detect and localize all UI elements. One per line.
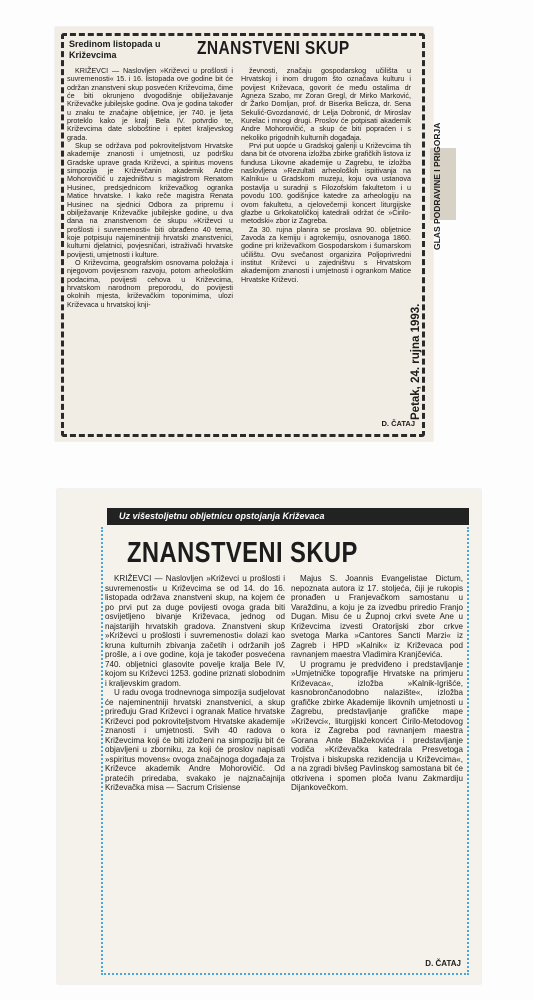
paragraph: KRIŽEVCI — Naslovljen »Križevci u prošlosti i suvremenosti« 15. i 16. listopada ove godine bit će održan znanstveni skup posvećen Križevcima, čime će biti okrunjeno dvogodišnje obilježavanje Križevačke jubilejske godine. Ova je godina također u znaku te značajne obljetnice, jer 740. je ljeta proteklo kako je kralj Bela IV. potvrdio te, Križevcima date sloboštine i epitet kraljevskog grada. (67, 66, 233, 142)
paragraph: KRIŽEVCI — Naslovljen »Križevci u prošlosti i suvremenosti« u Križevcima se od 14. do 16. listopada održava znanstveni skup, na kojem će po prvi put za duge povijesti ovoga grada biti osvijetljeno bivanje Križevaca, jednog od najstarijih hrvatskih gradova. Znanstveni skup »Križevci u prošlosti i suvremenosti« dolazi kao kruna kulturnih zbivanja začetih i održanih još prošle, a i ove godine, koja je također posvećena 740. obljetnici glasovite povelje kralja Bele IV, kojom su Križevci 1253. godine priznati slobodnim i kraljevskim gradom. (105, 574, 285, 688)
paragraph: U radu ovoga trodnevnoga simpozija sudjelovat će najeminentniji hrvatski znanstvenici, a skup priređuju Grad Križevci i ogranak Matice hrvatske Križevci pod pokroviteljstvom Hrvatske akademije znanosti i umjetnosti. Svih 40 radova o Križevcima koji će biti izloženi na simpoziju bit će objavljeni u zborniku, za koji će proslov napisati »spiritus movens« ovoga značajnoga događaja za Križevce akademik Andre Mohorovičić. Od pratećih priredaba, svakako je najznačajnija Križevačka misa — Sacrum Crisiense (105, 688, 285, 792)
article-column-right (241, 67, 411, 284)
paragraph: Za 30. rujna planira se proslava 90. obljetnice Zavoda za kemiju i agrokemiju, osnovanoga 1860. godine pri križevačkom Gospodarskom i šumarskom učilištu. Ovu svečanost organizira Poljoprivredni institut Križevci u zajedništvu s Hrvatskom akademijom znanosti i umjetnosti i ogrankom Matice Hrvatske Križevci. (241, 224, 411, 284)
publication-date: Petak, 24. rujna 1993. (410, 303, 422, 420)
clipping-subtitle: Sredinom listopada u Križevcima (69, 39, 161, 60)
article-column-left (67, 67, 233, 309)
paragraph: ževnosti, značaju gospodarskog učilišta u Hrvatskoj i inom drugom što označava kulturu i povijest Križevaca, govorit će među ostalima dr Agneza Szabo, mr Zoran Gregl, dr Mirko Marković, dr Žarko Domljan, prof. dr Biserka Belicza, dr. Sena Sekulić-Gvozdanović, dr Lelja Dobronić, dr Miroslav Kurelac i mnogi drugi. Proslov će potpisati akademik Andre Mohorovičić, a skup će biti popraćen i s nekoliko prigodnih kulturnih događaja. (241, 66, 411, 142)
publication-name: GLAS PODRAVINE I PRIGORJA (432, 122, 442, 250)
newspaper-clipping-1 (55, 27, 433, 441)
author-signature: D. ČATAJ (381, 419, 415, 428)
newspaper-clipping-2 (57, 489, 481, 984)
author-signature: D. ČATAJ (425, 959, 461, 968)
clipping-banner: Uz višestoljetnu obljetnicu opstojanja Križevaca (107, 508, 469, 525)
clipping-headline: ZNANSTVENI SKUP (197, 38, 350, 58)
paragraph: Skup se održava pod pokroviteljstvom Hrvatske akademije znanosti i umjetnosti, uz podršku Gradske uprave grada Križevci, a spiritus movens simpozija je Križevčanin akademik Andre Mohorovičić u zajedništvu s magistrom Renatom Husinec, predsjednicom križevačkog ogranka Matice hrvatske. I kako reče magistra Renata Husinec na sjednici Odbora za pripremu i obilježavanje Križevačke jubilejske godine, u dva dana na znanstvenom će skupu »Križevci u prošlosti i suvremenosti« biti obrađeno 40 tema, koje potpisuju najeminentniji hrvatski znanstvenici, kulturni djelatnici, povjesničari, istraživači hrvatske povijesti, umjetnosti i kulture. (67, 141, 233, 259)
paragraph: Majus S. Joannis Evangelistae Dictum, nepoznata autora iz 17. stoljeća, čiji je rukopis pronađen u Franjevačkom samostanu u Varaždinu, a koju je za izvedbu priredio Franjo Dugan. Misu će u Župnoj crkvi svete Ane u Križevcima izvesti Oratorijski zbor crkve svetoga Marka »Cantores Sancti Marzi« iz Zagreb i HPD »Kalnik« iz Križevaca pod ravnanjem maestra Vladimira Kranjčevića. (291, 574, 463, 659)
article-column-left (105, 574, 285, 793)
article-column-right (291, 574, 463, 793)
clipping-headline: ZNANSTVENI SKUP (127, 537, 358, 569)
paragraph: Prvi put uopće u Gradskoj galeriji u Križevcima tih dana bit će otvorena izložba zbirke grafičkih listova iz fundusa Likovne akademije u Zagrebu, te izložba naslovljena »Rezultati arheoloških ispitivanja na Kalniku« u Gradskom muzeju, koju ova ustanova postavlja u suradnji s Filozofskim fakultetom i u povodu 100. godišnjice katedre za arheologiju na ovom fakultetu, a cjelovečernji koncert liturgijske glazbe u Grkokatoličkoj katedrali održat će »Ćirilo-metodski« zbor iz Zagreba. (241, 141, 411, 226)
source-stamp (402, 122, 456, 422)
paragraph: O Križevcima, geografskim osnovama položaja i njegovom povijesnom razvoju, potom arheološkim podacima, povijesti cehova u Križevcima, hrvatskom narodnom preporodu, do povijesti okolnih mjesta, križevačkim toponimima, ulozi Križevaca u hrvatskoj knji- (67, 257, 233, 309)
paragraph: U programu je predviđeno i predstavljanje »Umjetničke topografije Hrvatske na primjeru Križevaca«, izložba »Kalnik-Igrišće, kasnobrončanodobno nalazište«, izložba grafičke zbirke Akademije likovnih umjetnosti u Zagrebu, predstavljanje grafičke mape »Križevci«, liturgijski koncert Ćirilo-Metodovog kora iz Zagreba pod ravnanjem maestra Gorana Ante Blažekovića i predstavljanje vodiča »Križevačka katedrala Presvetoga Trojstva i biskupska rezidencija u Križevcima«, a na zgradi bivšeg Pavlinskog samostana bit će otkrivena i spomen ploča Ivanu Zakmardiju Dijankovečkom. (291, 659, 463, 792)
